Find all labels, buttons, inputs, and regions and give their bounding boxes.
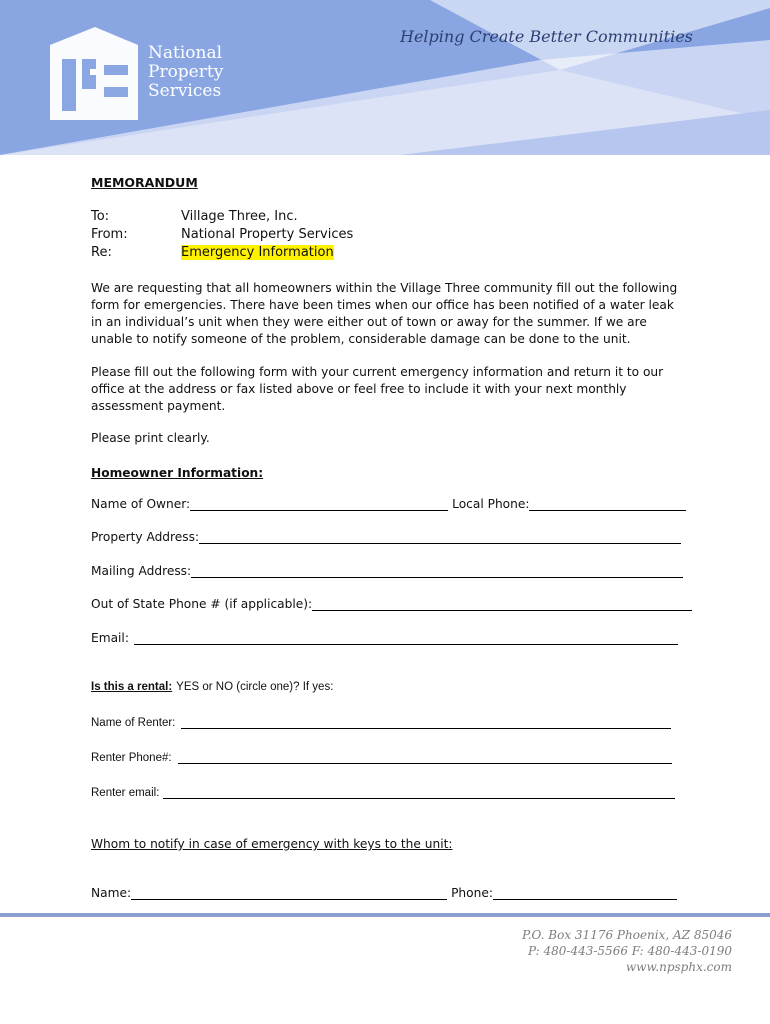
print-clearly-note: Please print clearly. [91, 431, 210, 445]
rental-question-label: Is this a rental: [91, 681, 173, 693]
logo-line-3: Services [148, 81, 222, 101]
email-field[interactable] [134, 632, 678, 645]
emergency-heading: Whom to notify in case of emergency with keys to the unit: [91, 837, 453, 851]
re-value: Emergency Information [181, 245, 334, 260]
footer-contact [522, 927, 732, 975]
local-phone-field[interactable] [529, 498, 686, 511]
footer-divider [0, 913, 770, 917]
email-row [91, 631, 678, 645]
mailing-address-field[interactable] [191, 565, 683, 578]
owner-row [91, 497, 686, 511]
renter-email-label: Renter email: [91, 787, 160, 799]
local-phone-label: Local Phone: [452, 497, 530, 511]
re-label: Re: [91, 245, 112, 260]
company-logo-text [148, 44, 223, 101]
renter-phone-field[interactable] [178, 751, 672, 764]
homeowner-heading: Homeowner Information: [91, 466, 264, 480]
from-value: National Property Services [181, 227, 354, 242]
out-of-state-phone-label: Out of State Phone # (if applicable): [91, 597, 313, 611]
renter-email-field[interactable] [163, 786, 675, 799]
mailing-address-label: Mailing Address: [91, 564, 192, 578]
footer-phones: P: 480-443-5566 F: 480-443-0190 [528, 944, 732, 958]
logo-line-1: National [148, 43, 223, 63]
renter-name-row [91, 716, 671, 729]
renter-phone-row [91, 751, 672, 764]
rental-question-text: YES or NO (circle one)? If yes: [176, 681, 334, 693]
property-address-field[interactable] [199, 531, 681, 544]
intro-paragraph: We are requesting that all homeowners within the Village Three community fill out the following form for emergencies. There have been times when our office has been notified of a water leak in an individual’s unit when they were either out of town or away for the summer. If we are unable to notify someone of the problem, considerable damage can be done to the unit. [91, 281, 678, 346]
name-of-renter-label: Name of Renter: [91, 717, 176, 729]
emergency-phone-label: Phone: [451, 886, 493, 900]
instructions-paragraph: Please fill out the following form with your current emergency information and return it to our office at the address or fax listed above or feel free to include it with your next monthly assessment payment. [91, 365, 664, 413]
to-value: Village Three, Inc. [181, 209, 298, 224]
renter-email-row [91, 786, 675, 799]
to-label: To: [91, 209, 110, 224]
mailing-address-row [91, 564, 683, 578]
memo-title: MEMORANDUM [91, 175, 198, 190]
nps-logo-icon [40, 25, 140, 130]
footer-po-box: P.O. Box 31176 Phoenix, AZ 85046 [522, 928, 732, 942]
name-of-owner-field[interactable] [190, 498, 448, 511]
from-label: From: [91, 227, 128, 242]
rental-question [91, 681, 333, 693]
footer-website[interactable]: www.npsphx.com [625, 960, 732, 974]
out-of-state-phone-field[interactable] [312, 598, 692, 611]
name-of-renter-field[interactable] [181, 716, 671, 729]
renter-phone-label: Renter Phone#: [91, 752, 172, 764]
emergency-phone-field[interactable] [493, 887, 677, 900]
emergency-contact-row [91, 886, 677, 900]
name-of-owner-label: Name of Owner: [91, 497, 191, 511]
out-of-state-row [91, 597, 692, 611]
emergency-name-label: Name: [91, 886, 132, 900]
email-label: Email: [91, 631, 129, 645]
property-address-label: Property Address: [91, 530, 200, 544]
tagline: Helping Create Better Communities [400, 27, 693, 46]
emergency-name-field[interactable] [131, 887, 447, 900]
logo-line-2: Property [148, 62, 224, 82]
property-address-row [91, 530, 681, 544]
